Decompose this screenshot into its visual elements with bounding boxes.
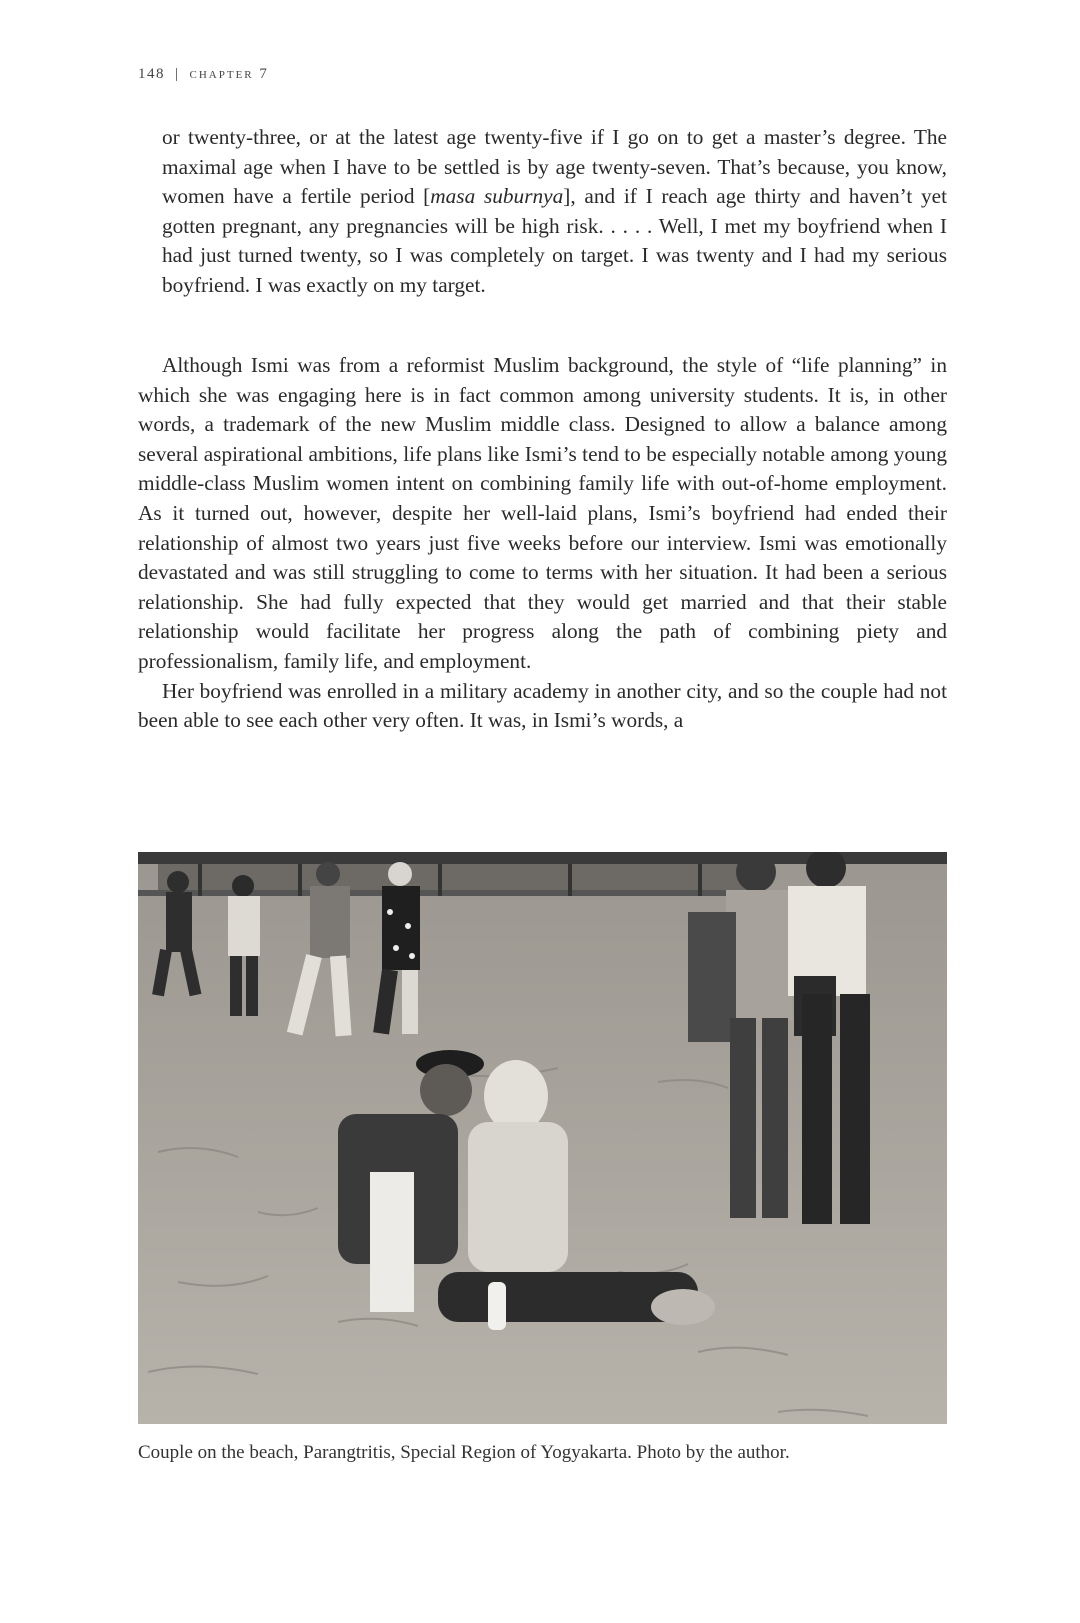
block-quote	[162, 123, 947, 301]
block-quote-part-2: ], and if I reach age thirty and haven’t yet gotten pregnant, any pregnancies will be high risk. . . . . Well, I met my boyfriend when I had just turned twenty, so I was completely on target. I was twenty and I had my serious boyfriend. I was exactly on my target.	[162, 184, 948, 297]
body-text	[138, 351, 947, 736]
block-quote-text	[162, 123, 947, 301]
beach-photo-illustration	[138, 852, 947, 1424]
running-head	[138, 66, 269, 83]
block-quote-part-1: or twenty-three, or at the latest age twenty-five if I go on to get a master’s degree. The maximal age when I have to be settled is by age twenty-seven. That’s because, you know, women have a fertile period [	[162, 125, 947, 209]
beach-photo	[138, 852, 947, 1424]
block-quote-italic-term: masa suburnya	[430, 184, 564, 209]
figure-caption: Couple on the beach, Parangtritis, Special Region of Yogyakarta. Photo by the author.	[138, 1442, 790, 1463]
header-separator: |	[175, 66, 180, 82]
chapter-label: chapter 7	[189, 66, 269, 82]
page-number: 148	[138, 66, 165, 82]
paragraph: Although Ismi was from a reformist Muslim background, the style of “life planning” in which she was engaging here is in fact common among university students. It is, in other words, a trademark of the new Muslim middle class. Designed to allow a balance among several aspirational ambitions, life plans like Ismi’s tend to be especially notable among young middle-class Muslim women intent on combining family life with out-of-home employment. As it turned out, however, despite her well-laid plans, Ismi’s boyfriend had ended their relationship of almost two years just five weeks before our interview. Ismi was emotionally devastated and was still struggling to come to terms with her situation. It had been a serious relationship. She had fully expected that they would get married and that their stable relationship would facilitate her progress along the path of combining piety and professionalism, family life, and employment.	[138, 353, 947, 673]
paragraph: Her boyfriend was enrolled in a military academy in another city, and so the couple had not been able to see each other very often. It was, in Ismi’s words, a	[138, 678, 947, 733]
